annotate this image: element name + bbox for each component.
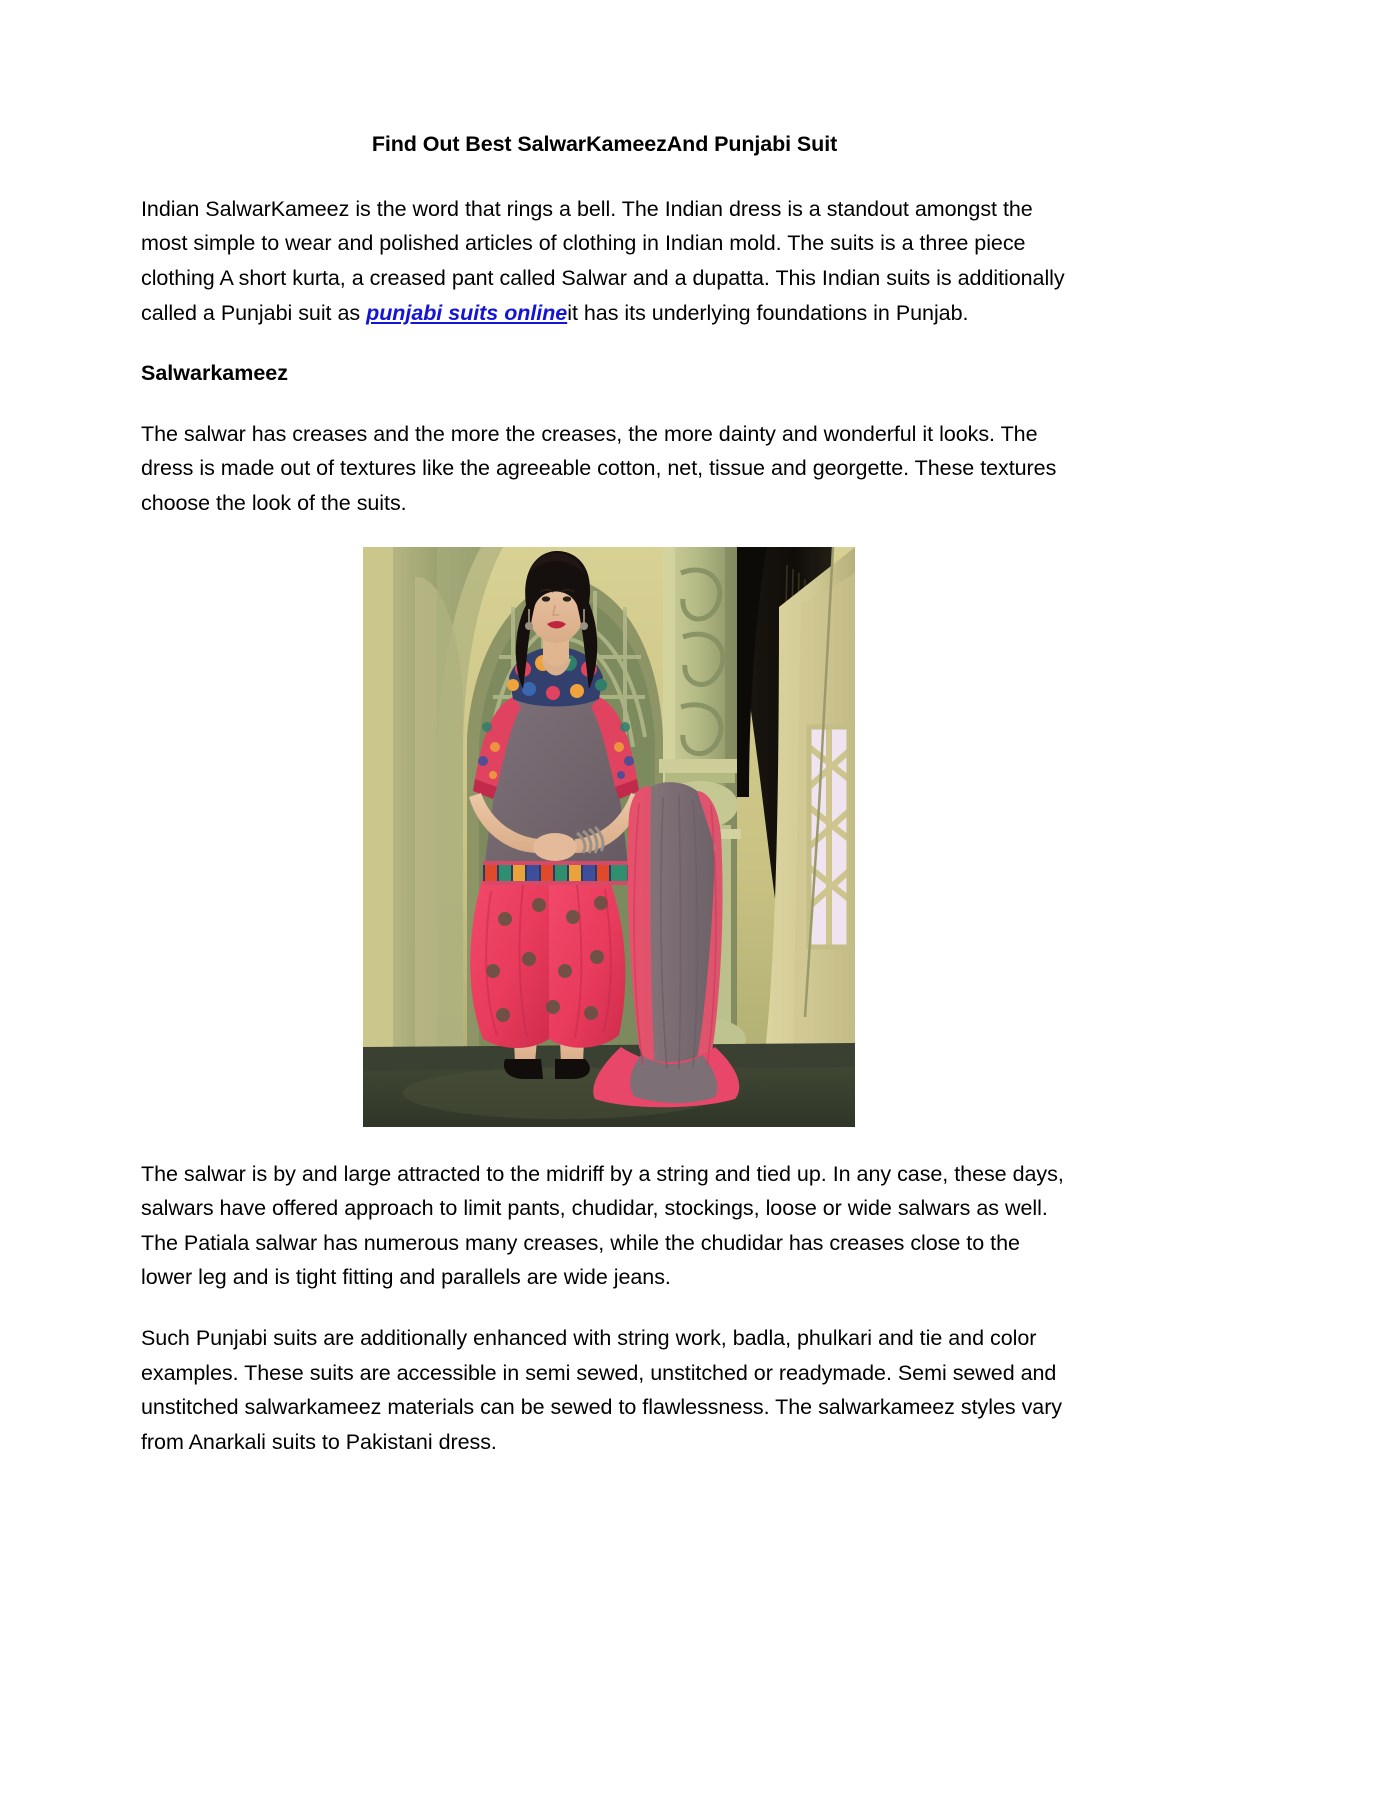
subheading-salwarkameez: Salwarkameez [141, 361, 289, 386]
paragraph-intro [141, 192, 1068, 330]
paragraph-punjabi-suits-enhanced: Such Punjabi suits are additionally enhanced with string work, badla, phulkari and tie and color examples. These suits are accessible in semi sewed, unstitched or readymade. Semi sewed and unstitched salwarkameez materials can be sewed to flawlessness. The salwarkameez styles vary from Anarkali suits to Pakistani dress. [141, 1325, 1063, 1454]
paragraph-intro-text-after-link: it has its underlying foundations in Punjab. [567, 300, 969, 325]
paragraph-salwar-midriff: The salwar is by and large attracted to the midriff by a string and tied up. In any case, these days, salwars have offered approach to limit pants, chudidar, stockings, loose or wide salwars as well. The Patiala salwar has numerous many creases, while the chudidar has creases close to the lower leg and is tight fitting and parallels are wide jeans. [141, 1161, 1064, 1290]
figure-container [141, 547, 1068, 1127]
page-title: Find Out Best SalwarKameezAnd Punjabi Suit [371, 132, 838, 156]
paragraph-salwar-creases: The salwar has creases and the more the creases, the more dainty and wonderful it looks. The dress is made out of textures like the agreeable cotton, net, tissue and georgette. These textures choose the look of the suits. [141, 421, 1057, 515]
document-content [141, 132, 1068, 1485]
salwar-kameez-photo [363, 547, 855, 1127]
paragraph-intro-text-before-link: Indian SalwarKameez is the word that rings a bell. The Indian dress is a standout amongst the most simple to wear and polished articles of clothing in Indian mold. The suits is a three piece clothing A short kurta, a creased pant called Salwar and a dupatta. This Indian suits is additionally called a Punjabi suit as [141, 196, 1065, 325]
punjabi-suits-online-link[interactable]: punjabi suits online [366, 300, 568, 325]
